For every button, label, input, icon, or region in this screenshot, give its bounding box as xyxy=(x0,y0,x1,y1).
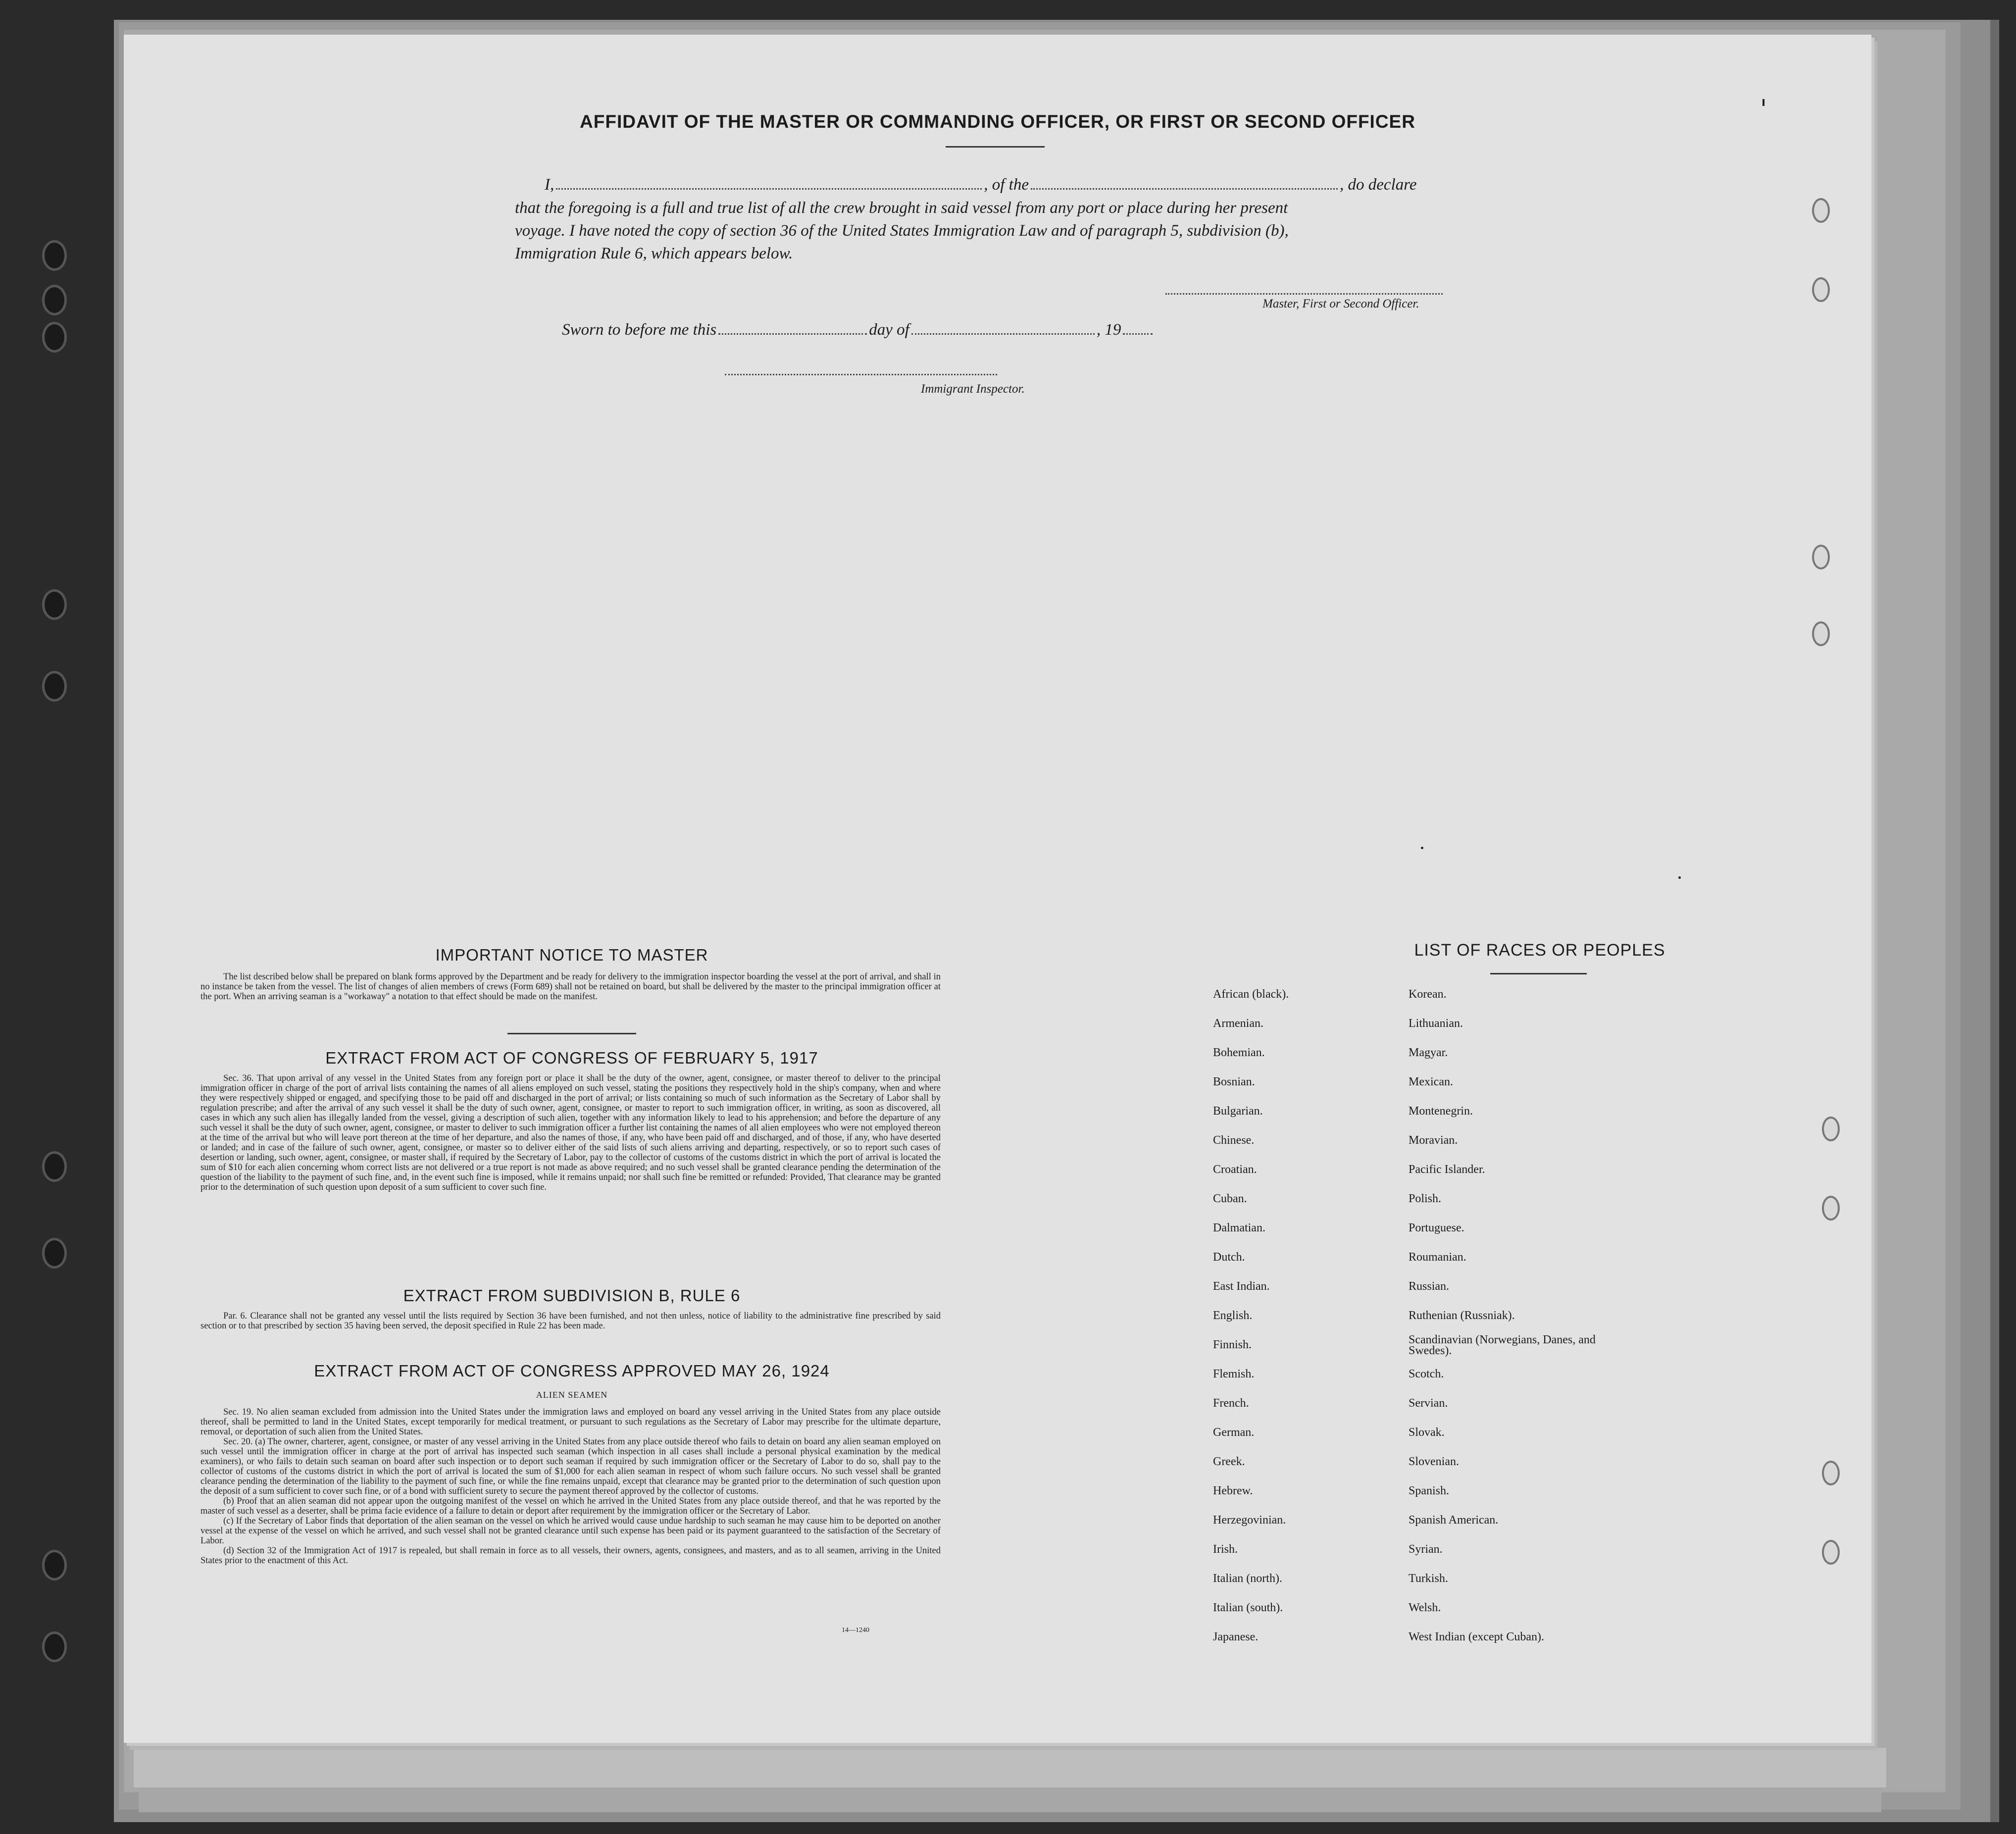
race-item: Armenian. xyxy=(1213,1017,1263,1030)
race-item: Cuban. xyxy=(1213,1192,1247,1205)
race-item: African (black). xyxy=(1213,988,1289,1001)
race-item: Croatian. xyxy=(1213,1163,1257,1176)
race-item: Ruthenian (Russniak). xyxy=(1409,1309,1515,1322)
binder-hole xyxy=(42,1550,67,1580)
section-20b-paragraph: (b) Proof that an alien seaman did not appear upon the outgoing manifest of the vessel on which he arrived in the United States from any place outside thereof, and that he was reported by the master of such vessel as a deserter, shall be prima facie evidence of a failure to detain or deport after requirement by the immigration officer or the Secretary of Labor. xyxy=(201,1496,941,1516)
section-rule xyxy=(507,1033,636,1034)
inspector-label: Immigrant Inspector. xyxy=(921,382,1025,396)
stray-mark xyxy=(1421,847,1423,849)
sworn-year-blank[interactable] xyxy=(1123,333,1153,335)
affidavit-title: AFFIDAVIT OF THE MASTER OR COMMANDING OFFICER, OR FIRST OR SECOND OFFICER xyxy=(580,111,1415,132)
binder-hole xyxy=(42,589,67,620)
sworn-date-blank[interactable] xyxy=(718,333,867,335)
inspector-signature-line[interactable] xyxy=(725,374,997,375)
race-item: Herzegovinian. xyxy=(1213,1514,1286,1527)
race-item: Portuguese. xyxy=(1409,1222,1464,1234)
binder-hole xyxy=(42,1631,67,1662)
race-item: East Indian. xyxy=(1213,1280,1270,1293)
race-item: Greek. xyxy=(1213,1455,1245,1468)
race-item: Korean. xyxy=(1409,988,1447,1001)
notice-paragraph: The list described below shall be prepared on blank forms approved by the Department and be ready for delivery to the immigration inspector boarding the vessel at the port of arrival, and shall in no instance be taken from the vessel. The list of changes of alien members of crews (Form 689) shall not be retained on board, but shall be delivered by the master to the principal immigration officer at the port. When an arriving seaman is a "workaway" a notation to that effect should be made on the manifest. xyxy=(201,972,941,1002)
title-rule xyxy=(946,146,1045,148)
extract-1917-text xyxy=(201,1073,941,1192)
race-item: Welsh. xyxy=(1409,1601,1441,1614)
punch-hole xyxy=(1822,1461,1840,1485)
race-item: Polish. xyxy=(1409,1192,1442,1205)
extract-1924-title: EXTRACT FROM ACT OF CONGRESS APPROVED MAY 26, 1924 xyxy=(314,1362,830,1380)
race-item: Spanish. xyxy=(1409,1484,1450,1497)
declaration-line-2: that the foregoing is a full and true list of all the crew brought in said vessel from any port or place during her present xyxy=(515,199,1288,217)
notice-title: IMPORTANT NOTICE TO MASTER xyxy=(435,946,708,964)
extract-1924-text xyxy=(201,1407,941,1566)
race-item: Hebrew. xyxy=(1213,1484,1253,1497)
race-item: Italian (north). xyxy=(1213,1572,1282,1585)
race-item: Scandinavian (Norwegians, Danes, and Swedes). xyxy=(1409,1333,1596,1357)
race-item: Slovenian. xyxy=(1409,1455,1459,1468)
race-item: Syrian. xyxy=(1409,1543,1443,1556)
race-item: Moravian. xyxy=(1409,1134,1458,1147)
race-item: Pacific Islander. xyxy=(1409,1163,1485,1176)
punch-hole xyxy=(1812,198,1830,223)
declaration-line-3: voyage. I have noted the copy of section 36 of the United States Immigration Law and of paragraph 5, subdivision (b), xyxy=(515,222,1289,240)
race-item: Magyar. xyxy=(1409,1046,1448,1059)
race-item: Japanese. xyxy=(1213,1630,1259,1643)
punch-hole xyxy=(1812,621,1830,646)
stray-mark xyxy=(1678,876,1681,879)
binder-hole xyxy=(42,671,67,702)
punch-hole xyxy=(1812,545,1830,569)
race-item: Slovak. xyxy=(1409,1426,1445,1439)
alien-seamen-subtitle: ALIEN SEAMEN xyxy=(536,1390,608,1400)
page-stack-edge-lower xyxy=(139,1787,1881,1812)
sworn-line xyxy=(562,321,1155,339)
binder-hole xyxy=(42,322,67,353)
extract-1917-title: EXTRACT FROM ACT OF CONGRESS OF FEBRUARY 5, 1917 xyxy=(325,1049,818,1067)
race-item: Finnish. xyxy=(1213,1338,1252,1351)
section-20a-paragraph: Sec. 20. (a) The owner, charterer, agent, consignee, or master of any vessel arriving in the United States from any place outside thereof who fails to detain on board any alien seaman employed on such vessel until the immigration officer in charge at the port of arrival has inspected such seaman (which inspection in all cases shall include a personal physical examination by the medical examiners), or who fails to detain such seaman on board after such inspection or to deport such seaman if required by such immigration officer or the Secretary of Labor to do so, shall pay to the collector of customs of the customs district in which the port of arrival is located the sum of $1,000 for each alien seaman in respect of whom such failure occurs. No such vessel shall be granted clearance pending the determination of the liability to the payment of such fine, or while the fine remains unpaid, except that clearance may be granted prior to the determination of such question upon the deposit of a sum sufficient to cover such fine, or of a bond with sufficient surety to secure the payment thereof approved by the collector of customs. xyxy=(201,1437,941,1496)
declare-label: , do declare xyxy=(1339,176,1417,194)
form-number: 14—1240 xyxy=(842,1627,869,1634)
race-item: Scotch. xyxy=(1409,1368,1444,1380)
race-item: Irish. xyxy=(1213,1543,1238,1556)
races-title: LIST OF RACES OR PEOPLES xyxy=(1414,941,1665,960)
rule6-text xyxy=(201,1311,941,1331)
declaration-line-4: Immigration Rule 6, which appears below. xyxy=(515,245,793,262)
races-rule xyxy=(1490,973,1587,974)
binder-hole xyxy=(42,1151,67,1182)
race-item: Montenegrin. xyxy=(1409,1105,1473,1118)
sworn-label: Sworn to before me this xyxy=(562,321,717,339)
rule6-paragraph: Par. 6. Clearance shall not be granted any vessel until the lists required by Section 36 have been furnished, and not then unless, notice of liability to the administrative fine prescribed by said section or to that prescribed by section 35 having been served, the deposit specified in Rule 22 has been made. xyxy=(201,1311,941,1331)
race-item: Lithuanian. xyxy=(1409,1017,1463,1030)
race-item: Dutch. xyxy=(1213,1251,1245,1264)
race-item: Chinese. xyxy=(1213,1134,1255,1147)
section-20d-paragraph: (d) Section 32 of the Immigration Act of 1917 is repealed, but shall remain in force as to all vessels, their owners, agents, consignees, and masters, and as to all seamen, arriving in the United States prior to the enactment of this Act. xyxy=(201,1546,941,1566)
race-item: Bohemian. xyxy=(1213,1046,1265,1059)
race-item: Italian (south). xyxy=(1213,1601,1283,1614)
year-label: , 19 xyxy=(1096,321,1121,339)
binder-hole xyxy=(42,240,67,271)
rule6-title: EXTRACT FROM SUBDIVISION B, RULE 6 xyxy=(403,1286,741,1305)
vessel-name-blank[interactable] xyxy=(1031,188,1338,190)
declaration-line-1 xyxy=(545,176,1416,194)
binder-hole xyxy=(42,1238,67,1269)
sworn-month-blank[interactable] xyxy=(911,333,1095,335)
race-item: French. xyxy=(1213,1397,1249,1410)
race-item: Servian. xyxy=(1409,1397,1448,1410)
document-page xyxy=(124,35,1871,1743)
race-item: German. xyxy=(1213,1426,1255,1439)
race-item: Roumanian. xyxy=(1409,1251,1466,1264)
race-item: Bulgarian. xyxy=(1213,1105,1263,1118)
notice-text xyxy=(201,972,941,1002)
punch-hole xyxy=(1822,1196,1840,1221)
master-signature-line[interactable] xyxy=(1165,293,1443,295)
race-item: English. xyxy=(1213,1309,1253,1322)
race-item: Turkish. xyxy=(1409,1572,1448,1585)
day-of-label: day of xyxy=(869,321,909,339)
punch-hole xyxy=(1822,1117,1840,1141)
binder-hole xyxy=(42,285,67,315)
section-20c-paragraph: (c) If the Secretary of Labor finds that deportation of the alien seaman on the vessel on which he arrived would cause undue hardship to such seaman he may cause him to be deported on another vessel at the expense of the vessel on which he arrived, and such vessel shall not be granted clearance until such expense has been paid or its payment guaranteed to the satisfaction of the Secretary of Labor. xyxy=(201,1516,941,1546)
declarant-label: I, xyxy=(545,176,554,194)
race-item: West Indian (except Cuban). xyxy=(1409,1630,1544,1643)
page-stack-edge xyxy=(134,1748,1886,1787)
race-item: Bosnian. xyxy=(1213,1075,1255,1088)
stray-mark xyxy=(1763,99,1764,106)
punch-hole xyxy=(1812,277,1830,302)
race-item: Russian. xyxy=(1409,1280,1450,1293)
vessel-label: , of the xyxy=(984,176,1029,194)
section-19-paragraph: Sec. 19. No alien seaman excluded from admission into the United States under the immigration laws and employed on board any vessel arriving in the United States from any place outside thereof, shall be permitted to land in the United States, except temporarily for medical treatment, or pursuant to such regulations as the Secretary of Labor may prescribe for the ultimate departure, removal, or deportation of such alien from the United States. xyxy=(201,1407,941,1437)
master-signature-label: Master, First or Second Officer. xyxy=(1262,297,1419,310)
race-item: Mexican. xyxy=(1409,1075,1453,1088)
punch-hole xyxy=(1822,1540,1840,1565)
race-item: Dalmatian. xyxy=(1213,1222,1265,1234)
declarant-name-blank[interactable] xyxy=(556,188,982,190)
extract-1917-paragraph: Sec. 36. That upon arrival of any vessel in the United States from any foreign port or place it shall be the duty of the owner, agent, consignee, or master thereof to deliver to the principal immigration officer in charge of the port of arrival lists containing the names of all aliens employed on such vessel, stating the positions they respectively hold in the ship's company, when and where they were respectively shipped or engaged, and specifying those to be paid off and discharged in the port of arrival; or lists containing so much of such information as the Secretary of Labor shall by regulation prescribe; and after the arrival of any such vessel it shall be the duty of such owner, agent, consignee, or master to report to such immigration officer, in writing, as soon as discovered, all cases in which any such alien has illegally landed from the vessel, giving a description of such alien, together with any information likely to lead to his apprehension; and before the departure of any such vessel it shall be the duty of such owner, agent, consignee, or master to deliver to such immigration officer a further list containing the names of all alien employees who were not employed thereon at the time of the arrival but who will leave port thereon at the time of her departure, and also the names of those, if any, who have been paid off and discharged, and of those, if any, who have deserted or landed; and in case of the failure of such owner, agent, consignee, or master so to deliver either of the said lists of such aliens arriving and departing, respectively, or so to report such cases of desertion or landing, such owner, agent, consignee, or master shall, if required by the Secretary of Labor, pay to the collector of customs of the customs district in which the port of arrival is located the sum of $10 for each alien concerning whom correct lists are not delivered or a true report is not made as above required; and no such vessel shall be granted clearance pending the determination of the question of the liability to the payment of such fine, and, in the event such fine is imposed, while it remains unpaid; nor shall such fine be remitted or refunded: Provided, That clearance may be granted prior to the determination of such question upon deposit of a sum sufficient to cover such fine. xyxy=(201,1073,941,1192)
race-item: Spanish American. xyxy=(1409,1514,1499,1527)
race-item: Flemish. xyxy=(1213,1368,1255,1380)
